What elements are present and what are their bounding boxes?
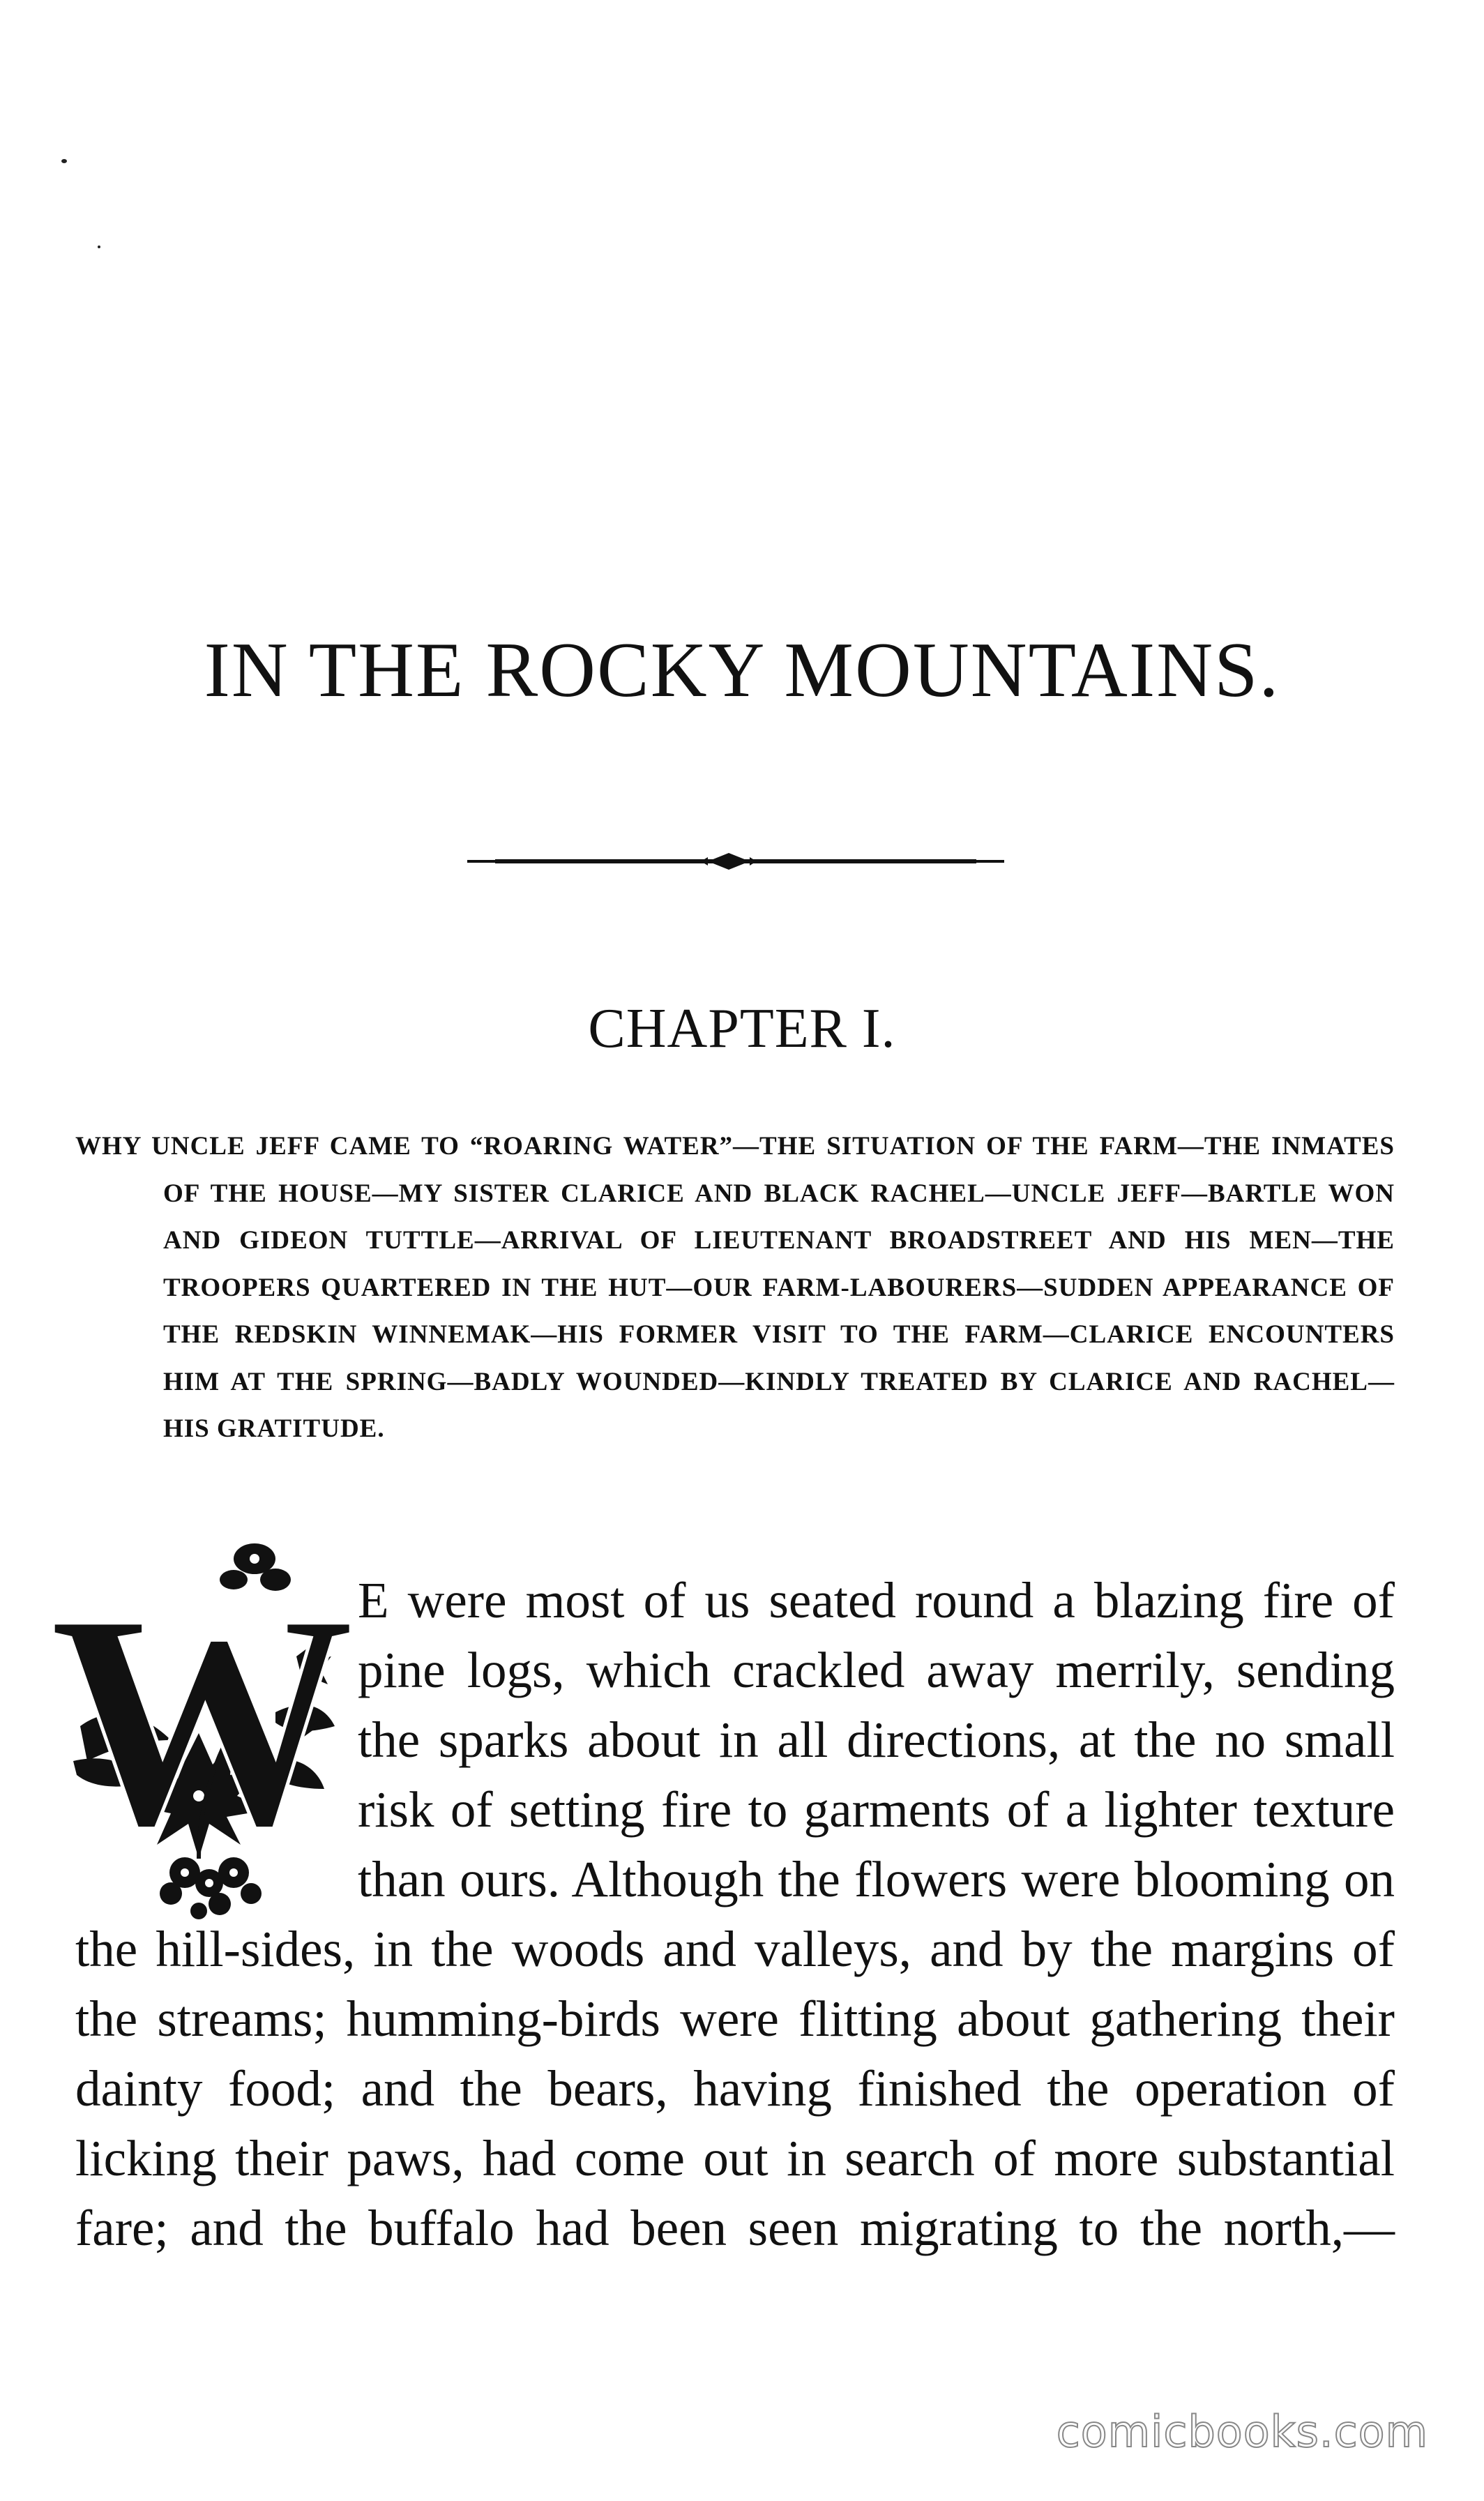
chapter-body-text <box>75 1566 1395 2263</box>
drop-cap-letter: W <box>49 1551 356 1891</box>
watermark: comicbooks.com <box>1056 2406 1428 2457</box>
title-divider-ornament <box>467 847 1004 875</box>
drop-cap-space <box>75 1566 358 1911</box>
print-speck <box>61 159 67 163</box>
body-text-content: E were most of us seated round a blazing fire of pine logs, which crackled away merrily, sending the sparks about in all directions, at the no small risk of setting fire to garments of a lighter texture than ours. Although the flowers were blooming on the hill-sides, in the woods and valleys, and by the margins of the streams; humming-birds were flitting about gathering their dainty food; and the bears, having finished the operation of licking their paws, had come out in search of more substantial fare; and the buffalo had been seen migrating to the north,— <box>75 1572 1395 2256</box>
print-speck <box>98 245 100 248</box>
book-title: IN THE ROCKY MOUNTAINS. <box>204 627 1280 713</box>
chapter-heading: CHAPTER I. <box>588 998 896 1059</box>
chapter-synopsis: WHY UNCLE JEFF CAME TO “ROARING WATER”—THE SITUATION OF THE FARM—THE INMATES OF THE HOUSE—MY SISTER CLARICE AND BLACK RACHEL—UNCLE JEFF—BARTLE WON AND GIDEON TUTTLE—ARRIVAL OF LIEUTENANT BROADSTREET AND HIS MEN—THE TROOPERS QUARTERED IN THE HUT—OUR FARM-LABOURERS—SUDDEN APPEARANCE OF THE REDSKIN WINNEMAK—HIS FORMER VISIT TO THE FARM—CLARICE ENCOUNTERS HIM AT THE SPRING—BADLY WOUNDED—KINDLY TREATED BY CLARICE AND RACHEL—HIS GRATITUDE. <box>75 1132 1395 1443</box>
